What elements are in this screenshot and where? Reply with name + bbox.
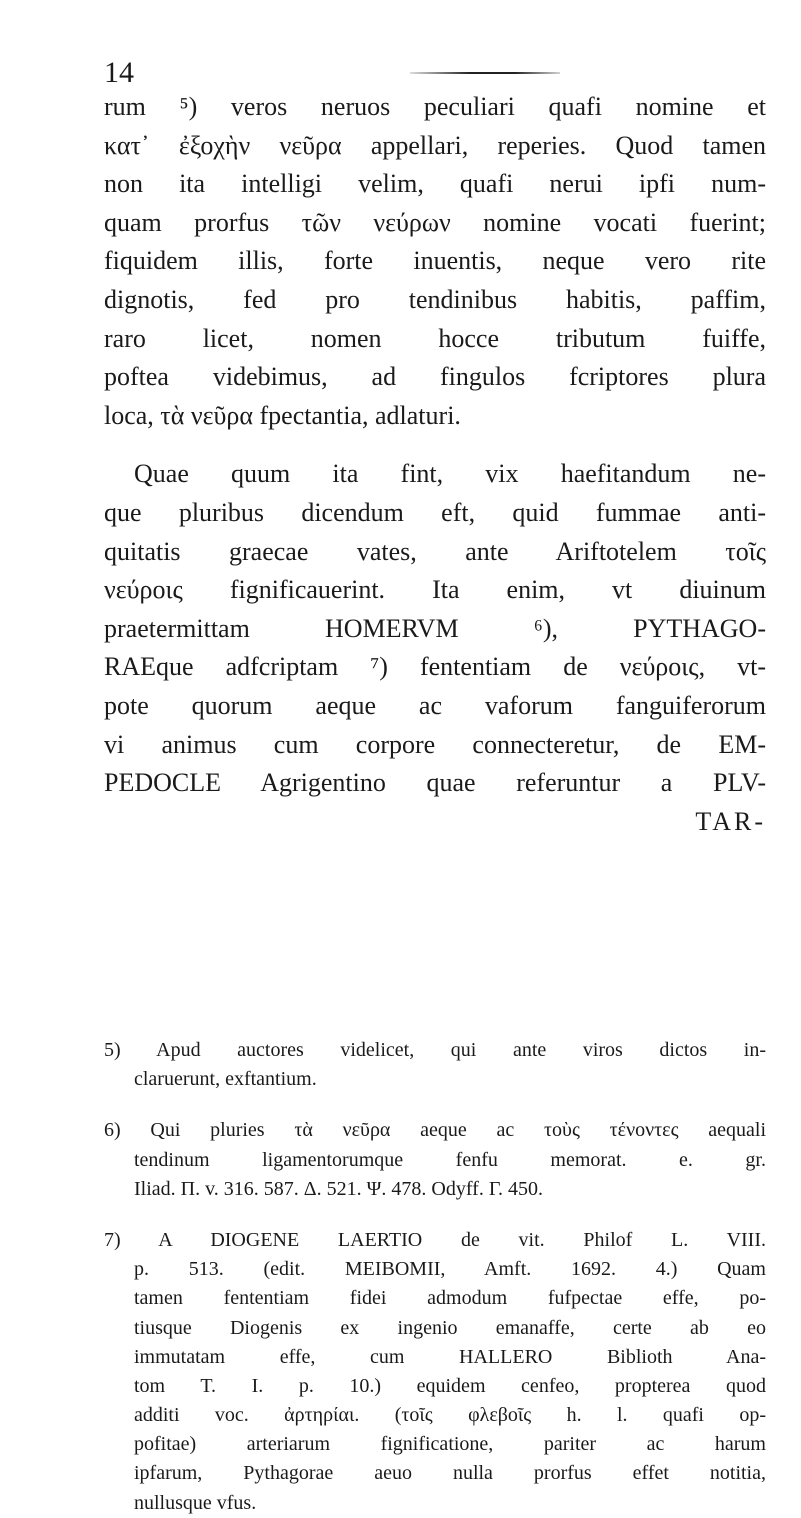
footnotes	[104, 1036, 766, 1518]
text-line: quam prorfus τῶν νεύρων nomine vocati fuerint;	[104, 207, 766, 237]
text-line: fiquidem illis, forte inuentis, neque vero rite	[104, 246, 766, 276]
footnote-6	[104, 1116, 766, 1204]
footnote-line: additi voc. ἀρτηρίαι. (τοῖς φλεβοῖς h. l. quafi op-	[134, 1404, 766, 1427]
paragraph-gap	[104, 435, 766, 455]
footnote-line: tendinum ligamentorumque fenfu memorat. e. gr.	[134, 1148, 766, 1171]
footnote-gap	[104, 1204, 766, 1226]
text-line: non ita intelligi velim, quafi nerui ipfi num-	[104, 169, 766, 199]
footnote-line: 5) Apud auctores videlicet, qui ante viros dictos in-	[104, 1039, 766, 1061]
text-line: rum ⁵) veros neruos peculiari quafi nomine et	[104, 92, 766, 121]
footnote-line: nullusque vfus.	[134, 1491, 257, 1514]
footnote-gap	[104, 1094, 766, 1116]
text-line: Quae quum ita fint, vix haefitandum ne-	[134, 459, 766, 489]
footnote-line: immutatam effe, cum HALLERO Biblioth Ana-	[134, 1345, 766, 1368]
text-line: raro licet, nomen hocce tributum fuiffe,	[104, 323, 766, 353]
header-rule	[410, 72, 560, 74]
text-line: loca, τὰ νεῦρα fpectantia, adlaturi.	[104, 400, 461, 430]
footnote-line: tom T. I. p. 10.) equidem cenfeo, propterea quod	[134, 1374, 766, 1397]
text-line: dignotis, fed pro tendinibus habitis, paffim,	[104, 284, 766, 314]
page-number: 14	[104, 56, 134, 89]
footnote-line: 6) Qui pluries τὰ νεῦρα aeque ac τοὺς τένοντες aequali	[104, 1119, 766, 1142]
footnote-line: Iliad. Π. v. 316. 587. Δ. 521. Ψ. 478. Odyff. Γ. 450.	[134, 1177, 543, 1200]
catchword: TAR-	[695, 806, 766, 836]
main-text	[104, 88, 766, 841]
footnote-line: tamen fententiam fidei admodum fufpectae effe, po-	[134, 1287, 766, 1310]
text-line: quitatis graecae vates, ante Ariftotelem τοῖς	[104, 536, 766, 566]
footnote-line: p. 513. (edit. MEIBOMII, Amft. 1692. 4.) Quam	[134, 1258, 766, 1281]
text-line: κατ᾽ ἐξοχὴν νεῦρα appellari, reperies. Quod tamen	[104, 130, 766, 160]
text-line: praetermittam HOMERVM ⁶), PYTHAGO-	[104, 613, 766, 643]
footnote-line: claruerunt, exftantium.	[134, 1068, 317, 1091]
text-line: νεύροις fignificauerint. Ita enim, vt diuinum	[104, 575, 766, 605]
text-line: vi animus cum corpore connecteretur, de EM-	[104, 729, 766, 759]
footnote-line: ipfarum, Pythagorae aeuo nulla prorfus effet notitia,	[134, 1462, 766, 1485]
text-line: poftea videbimus, ad fingulos fcriptores plura	[104, 362, 766, 392]
text-line: PEDOCLE Agrigentino quae referuntur a PLV-	[104, 768, 766, 798]
text-line: RAEque adfcriptam ⁷) fententiam de νεύροις, vt-	[104, 652, 766, 682]
footnote-line: pofitae) arteriarum fignificatione, pariter ac harum	[134, 1433, 766, 1456]
footnote-5	[104, 1036, 766, 1094]
footnote-7	[104, 1226, 766, 1518]
footnote-line: tiusque Diogenis ex ingenio emanaffe, certe ab eo	[134, 1316, 766, 1339]
footnote-line: 7) A DIOGENE LAERTIO de vit. Philof L. VIII.	[104, 1228, 766, 1251]
text-line: pote quorum aeque ac vaforum fanguiferorum	[104, 690, 766, 720]
text-line: que pluribus dicendum eft, quid fummae anti-	[104, 497, 766, 527]
